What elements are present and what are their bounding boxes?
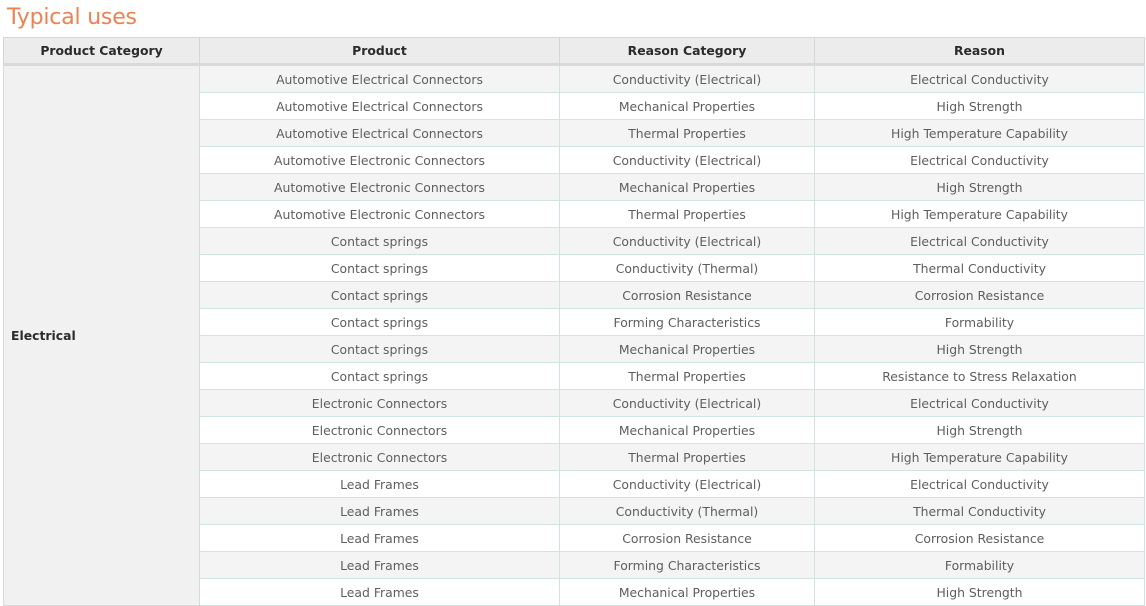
reason-cell: Electrical Conductivity: [815, 390, 1145, 417]
product-cell: Electronic Connectors: [200, 390, 560, 417]
product-cell: Lead Frames: [200, 552, 560, 579]
reason-category-cell: Mechanical Properties: [560, 336, 815, 363]
product-cell: Lead Frames: [200, 579, 560, 606]
reason-cell: High Temperature Capability: [815, 444, 1145, 471]
reason-cell: High Strength: [815, 174, 1145, 201]
product-cell: Automotive Electrical Connectors: [200, 120, 560, 147]
product-category-cell: Electrical: [4, 65, 200, 606]
reason-cell: High Strength: [815, 93, 1145, 120]
product-cell: Electronic Connectors: [200, 417, 560, 444]
column-header-reason: Reason: [815, 38, 1145, 65]
product-cell: Automotive Electrical Connectors: [200, 65, 560, 93]
product-cell: Automotive Electronic Connectors: [200, 174, 560, 201]
table-header: [4, 38, 1145, 65]
reason-category-cell: Thermal Properties: [560, 444, 815, 471]
product-cell: Contact springs: [200, 336, 560, 363]
product-cell: Automotive Electrical Connectors: [200, 93, 560, 120]
reason-category-cell: Conductivity (Electrical): [560, 65, 815, 93]
product-cell: Lead Frames: [200, 498, 560, 525]
reason-cell: Electrical Conductivity: [815, 147, 1145, 174]
reason-cell: High Temperature Capability: [815, 120, 1145, 147]
product-cell: Automotive Electronic Connectors: [200, 147, 560, 174]
product-cell: Contact springs: [200, 228, 560, 255]
reason-category-cell: Mechanical Properties: [560, 174, 815, 201]
reason-cell: Formability: [815, 552, 1145, 579]
reason-category-cell: Thermal Properties: [560, 201, 815, 228]
table-body: [4, 65, 1145, 606]
product-cell: Lead Frames: [200, 525, 560, 552]
column-header-reason-category: Reason Category: [560, 38, 815, 65]
reason-category-cell: Conductivity (Electrical): [560, 471, 815, 498]
product-cell: Lead Frames: [200, 471, 560, 498]
reason-cell: Resistance to Stress Relaxation: [815, 363, 1145, 390]
reason-cell: High Strength: [815, 417, 1145, 444]
product-cell: Contact springs: [200, 363, 560, 390]
reason-cell: High Strength: [815, 579, 1145, 606]
reason-category-cell: Forming Characteristics: [560, 309, 815, 336]
product-cell: Contact springs: [200, 309, 560, 336]
product-cell: Contact springs: [200, 282, 560, 309]
reason-category-cell: Conductivity (Thermal): [560, 255, 815, 282]
reason-cell: Thermal Conductivity: [815, 498, 1145, 525]
reason-category-cell: Mechanical Properties: [560, 93, 815, 120]
column-header-product: Product: [200, 38, 560, 65]
reason-category-cell: Corrosion Resistance: [560, 282, 815, 309]
reason-category-cell: Conductivity (Thermal): [560, 498, 815, 525]
reason-cell: Electrical Conductivity: [815, 65, 1145, 93]
reason-cell: Thermal Conductivity: [815, 255, 1145, 282]
page-title: Typical uses: [7, 5, 137, 30]
reason-cell: Electrical Conductivity: [815, 228, 1145, 255]
reason-cell: High Strength: [815, 336, 1145, 363]
product-cell: Contact springs: [200, 255, 560, 282]
reason-cell: Corrosion Resistance: [815, 525, 1145, 552]
product-cell: Automotive Electronic Connectors: [200, 201, 560, 228]
reason-cell: Electrical Conductivity: [815, 471, 1145, 498]
reason-category-cell: Thermal Properties: [560, 120, 815, 147]
reason-category-cell: Conductivity (Electrical): [560, 390, 815, 417]
reason-category-cell: Mechanical Properties: [560, 417, 815, 444]
reason-category-cell: Forming Characteristics: [560, 552, 815, 579]
reason-category-cell: Thermal Properties: [560, 363, 815, 390]
reason-cell: Corrosion Resistance: [815, 282, 1145, 309]
reason-cell: High Temperature Capability: [815, 201, 1145, 228]
column-header-product-category: Product Category: [4, 38, 200, 65]
reason-cell: Formability: [815, 309, 1145, 336]
reason-category-cell: Conductivity (Electrical): [560, 228, 815, 255]
reason-category-cell: Conductivity (Electrical): [560, 147, 815, 174]
table-row: [4, 65, 1145, 93]
reason-category-cell: Mechanical Properties: [560, 579, 815, 606]
product-cell: Electronic Connectors: [200, 444, 560, 471]
typical-uses-table: [3, 37, 1145, 606]
reason-category-cell: Corrosion Resistance: [560, 525, 815, 552]
header-row: [4, 38, 1145, 65]
